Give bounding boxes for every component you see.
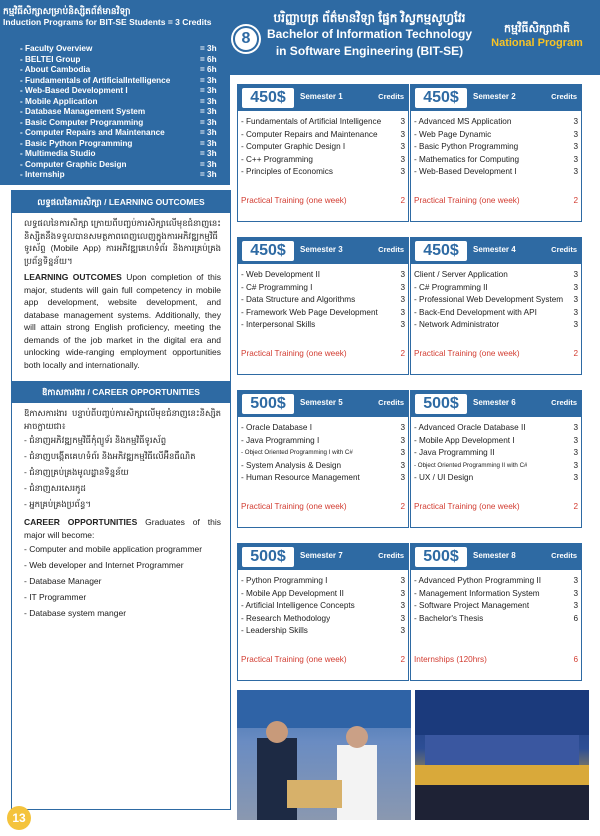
- induction-course-name: - Computer Graphic Design: [20, 159, 127, 169]
- subject-credits: 3: [573, 435, 578, 445]
- practical-training-row: [241, 502, 405, 511]
- training-credits: 2: [400, 196, 405, 205]
- subject-credits: 3: [400, 270, 405, 279]
- induction-course-row: [20, 97, 226, 108]
- subject-credits: 3: [400, 473, 405, 483]
- induction-course-row: [20, 118, 226, 129]
- subject-credits: 3: [573, 576, 578, 585]
- subject-credits: 3: [573, 601, 578, 611]
- subject-credits: 3: [400, 601, 405, 611]
- credits-header: Credits: [378, 551, 404, 560]
- subject-credits: 3: [573, 282, 578, 292]
- subject-credits: 3: [573, 295, 578, 305]
- subject-name: - Professional Web Development System: [414, 295, 564, 305]
- subject-credits: 3: [573, 117, 578, 126]
- subject-name: - C# Programming II: [414, 282, 488, 292]
- learning-outcomes-lead: LEARNING OUTCOMES: [24, 272, 122, 282]
- subject-credits: 3: [400, 588, 405, 598]
- induction-course-name: - Multimedia Studio: [20, 149, 96, 158]
- induction-course-row: [20, 44, 226, 55]
- induction-course-hours: = 6h: [200, 54, 217, 64]
- career-intro-text: Graduates of this major will become:: [24, 517, 221, 540]
- subject-name: - Mobile App Development II: [241, 588, 344, 598]
- training-credits: 2: [400, 502, 405, 511]
- subject-name: - Framework Web Page Development: [241, 307, 378, 317]
- semester-price: 500$: [242, 547, 294, 567]
- subject-row: [414, 472, 578, 485]
- subject-name: - Management Information System: [414, 588, 540, 598]
- induction-title-en: Induction Programs for BIT-SE Students = 3 Credits: [3, 17, 212, 27]
- career-kh-intro: ឱកាសការងារ បន្ទាប់ពីបញ្ចប់ការសិក្សាលើមុខជំនាញនេះនិស្សិតអាចក្លាយជា៖: [24, 408, 221, 431]
- subject-name: - Bachelor's Thesis: [414, 613, 484, 623]
- semester-price: 500$: [415, 547, 467, 567]
- practical-training-row: [414, 196, 578, 205]
- subject-credits: 6: [573, 613, 578, 623]
- subject-name: - Artificial Intelligence Concepts: [241, 601, 355, 611]
- subject-name: - Research Methodology: [241, 613, 331, 623]
- induction-title-kh: កម្មវិធីសិក្សាសម្រាប់និស្សិតព័ត៌មានវិទ្យា: [3, 6, 131, 16]
- program-title: [262, 10, 477, 60]
- subject-credits: 3: [400, 576, 405, 585]
- induction-course-row: [20, 160, 226, 171]
- credits-header: Credits: [378, 92, 404, 101]
- semester-name: Semester 8: [473, 551, 516, 560]
- subject-row: [414, 141, 578, 154]
- subject-credits: 3: [573, 460, 578, 470]
- induction-course-row: [20, 128, 226, 139]
- subject-row: [414, 129, 578, 142]
- induction-course-hours: = 3h: [200, 170, 217, 179]
- semester-box-6: [410, 390, 582, 528]
- induction-course-name: - Fundamentals of ArtificialIntelligence: [20, 75, 171, 85]
- semester-price: 500$: [242, 394, 294, 414]
- training-credits: 2: [573, 349, 578, 358]
- career-en-item: - IT Programmer: [24, 592, 87, 602]
- career-en-item: - Web developer and Internet Programmer: [24, 560, 184, 570]
- credits-header: Credits: [378, 245, 404, 254]
- credits-header: Credits: [551, 551, 577, 560]
- induction-course-hours: = 3h: [200, 96, 217, 106]
- subject-credits: 3: [573, 167, 578, 177]
- induction-course-row: [20, 86, 226, 97]
- credits-header: Credits: [551, 245, 577, 254]
- subject-row: [414, 447, 578, 460]
- subject-name: - Web-Based Development I: [414, 167, 517, 177]
- training-credits: 2: [573, 502, 578, 511]
- subject-row: [241, 307, 405, 320]
- induction-course-name: - BELTEI Group: [20, 54, 81, 64]
- subject-credits: 3: [400, 435, 405, 445]
- subject-name: - Back-End Development with API: [414, 307, 537, 317]
- subject-name: - Software Project Management: [414, 601, 530, 611]
- training-name: Practical Training (one week): [414, 502, 520, 511]
- semester-box-4: [410, 237, 582, 375]
- subject-credits: 3: [400, 154, 405, 164]
- subject-row: [241, 269, 405, 282]
- induction-course-row: [20, 55, 226, 66]
- semester-name: Semester 6: [473, 398, 516, 407]
- photo-strip: [237, 690, 589, 820]
- practical-training-row: [241, 196, 405, 205]
- subject-credits: 3: [400, 460, 405, 470]
- subject-credits: 3: [400, 423, 405, 432]
- semester-header: [238, 544, 408, 570]
- semester-header: [411, 238, 581, 264]
- semester-price: 450$: [242, 241, 294, 261]
- subject-row: [414, 294, 578, 307]
- subject-credits: 3: [400, 142, 405, 152]
- subject-row: [414, 422, 578, 435]
- induction-course-name: - Basic Python Programming: [20, 138, 133, 148]
- induction-course-hours: = 3h: [200, 75, 217, 85]
- subject-row: [241, 319, 405, 332]
- subject-row: [241, 282, 405, 295]
- subject-row: [241, 447, 405, 460]
- semester-header: [411, 544, 581, 570]
- subject-row: [241, 588, 405, 601]
- semester-name: Semester 5: [300, 398, 343, 407]
- subject-name: - Object Oriented Programming II with C#: [414, 461, 528, 469]
- subject-name: - Oracle Database I: [241, 423, 312, 432]
- induction-course-name: - Basic Computer Programming: [20, 117, 144, 127]
- induction-course-hours: = 3h: [200, 159, 217, 169]
- subject-credits: 3: [400, 613, 405, 623]
- subject-name: - Human Resource Management: [241, 473, 360, 483]
- induction-course-hours: = 3h: [200, 44, 217, 53]
- semester-box-7: [237, 543, 409, 681]
- subject-row: [414, 613, 578, 626]
- subject-name: - Basic Python Programming: [414, 142, 519, 152]
- national-program-en: National Program: [491, 37, 583, 49]
- subject-row: [241, 294, 405, 307]
- career-en-item: - Computer and mobile application programmer: [24, 544, 203, 554]
- career-en-list: [12, 541, 230, 621]
- subject-name: - Advanced Python Programming II: [414, 576, 541, 585]
- subject-name: - Advanced MS Application: [414, 117, 512, 126]
- induction-course-hours: = 3h: [200, 86, 217, 95]
- subject-name: - C# Programming I: [241, 282, 313, 292]
- semester-header: [238, 85, 408, 111]
- subject-row: [241, 600, 405, 613]
- program-number-badge: 8: [233, 26, 259, 52]
- graduation-photo-certificate: [237, 690, 411, 820]
- semester-box-8: [410, 543, 582, 681]
- subject-name: - Interpersonal Skills: [241, 320, 316, 330]
- subject-credits: 3: [573, 320, 578, 330]
- induction-course-name: - Faculty Overview: [20, 44, 93, 53]
- subject-row: [241, 460, 405, 473]
- subject-row: [414, 166, 578, 179]
- induction-course-row: [20, 139, 226, 150]
- career-en-item: - Database system manger: [24, 608, 127, 618]
- subject-name: - Java Programming II: [414, 448, 495, 458]
- semester-header: [411, 85, 581, 111]
- subject-name: - Principles of Economics: [241, 167, 333, 177]
- semester-box-3: [237, 237, 409, 375]
- practical-training-row: [241, 655, 405, 664]
- semester-price: 450$: [242, 88, 294, 108]
- subject-name: - Web Development II: [241, 270, 321, 279]
- training-name: Internships (120hrs): [414, 655, 487, 664]
- semester-name: Semester 3: [300, 245, 343, 254]
- career-kh-item: - ជំនាញគ្រប់គ្រងមូលដ្ឋានទិន្នន័យ: [24, 467, 129, 477]
- subject-credits: 3: [400, 295, 405, 305]
- program-title-kh: បរិញ្ញាបត្រ ព័ត៌មានវិទ្យា ផ្នែក វិស្វកម្មសូហ្វវែរ: [273, 11, 466, 25]
- subject-row: [241, 625, 405, 638]
- semester-box-1: [237, 84, 409, 222]
- learning-outcomes-en: [12, 267, 230, 371]
- subject-name: - Web Page Dynamic: [414, 129, 492, 139]
- subject-name: - Data Structure and Algorithms: [241, 295, 356, 305]
- training-credits: 2: [573, 196, 578, 205]
- career-kh-item: - ជំនាញសរសេរកូដ: [24, 483, 86, 493]
- subject-row: [241, 422, 405, 435]
- subject-name: - C++ Programming: [241, 154, 313, 164]
- subject-row: [414, 575, 578, 588]
- career-en-intro: [12, 512, 230, 541]
- induction-course-hours: = 3h: [200, 107, 217, 116]
- semester-name: Semester 1: [300, 92, 343, 101]
- semester-price: 500$: [415, 394, 467, 414]
- subject-credits: 3: [400, 282, 405, 292]
- subject-row: [414, 319, 578, 332]
- induction-course-hours: = 6h: [200, 65, 217, 74]
- induction-course-hours: = 3h: [200, 138, 217, 148]
- subject-credits: 3: [400, 320, 405, 330]
- national-program-label: [482, 22, 592, 50]
- subject-name: - Mobile App Development I: [414, 435, 515, 445]
- learning-outcomes-heading: លទ្ធផលនៃការសិក្សា / LEARNING OUTCOMES: [11, 191, 231, 213]
- left-panel: [11, 190, 231, 810]
- training-name: Practical Training (one week): [241, 502, 347, 511]
- learning-outcomes-kh: លទ្ធផលនៃការសិក្សា ក្រោយពីបញ្ចប់ការសិក្សាលើមុខជំនាញនេះនិស្សិតនឹងទទួលបានសមត្ថភាពពេញលេញក្នុងការអភិវឌ្ឍកម្មវិធីទូរស័ព្ទ (Mobile App) ការអភិវឌ្ឍគេហទំព័រ និងការគ្រប់គ្រងប្រព័ន្ធទិន្នន័យ។: [24, 218, 221, 266]
- practical-training-row: [414, 655, 578, 664]
- subject-row: [414, 307, 578, 320]
- subject-credits: 3: [573, 270, 578, 279]
- career-kh-item: - ជំនាញអភិវឌ្ឍកម្មវិធីកុំព្យូទ័រ និងកម្មវិធីទូរស័ព្ទ: [24, 435, 167, 445]
- subject-credits: 3: [400, 117, 405, 126]
- subject-row: [414, 116, 578, 129]
- practical-training-row: [414, 502, 578, 511]
- subject-credits: 3: [573, 154, 578, 164]
- subject-name: - System Analysis & Design: [241, 460, 342, 470]
- subject-row: [241, 575, 405, 588]
- induction-course-hours: = 3h: [200, 117, 217, 127]
- subject-credits: 3: [400, 626, 405, 636]
- induction-course-name: - Mobile Application: [20, 96, 98, 106]
- practical-training-row: [414, 349, 578, 358]
- career-lead: CAREER OPPORTUNITIES: [24, 517, 138, 527]
- subject-row: [241, 116, 405, 129]
- training-name: Practical Training (one week): [241, 655, 347, 664]
- semester-header: [238, 391, 408, 417]
- semester-price: 450$: [415, 88, 467, 108]
- career-kh-item: - អ្នកគ្រប់គ្រងប្រព័ន្ធ។: [24, 499, 91, 509]
- career-kh-list: [12, 432, 230, 512]
- subject-credits: 3: [400, 167, 405, 177]
- training-name: Practical Training (one week): [414, 196, 520, 205]
- subject-credits: 3: [573, 473, 578, 483]
- subject-credits: 3: [573, 588, 578, 598]
- induction-course-row: [20, 149, 226, 160]
- subject-name: - Mathematics for Computing: [414, 154, 520, 164]
- subject-row: [414, 435, 578, 448]
- subject-row: [414, 600, 578, 613]
- subject-credits: 3: [573, 307, 578, 317]
- career-kh-item: - ជំនាញបង្កើតគេហទំព័រ និងអភិវឌ្ឍកម្មវិធីលើអ៊ីនធឺណិត: [24, 451, 196, 461]
- page-number: 13: [7, 806, 31, 830]
- career-en-item: - Database Manager: [24, 576, 102, 586]
- national-program-kh: កម្មវិធីសិក្សាជាតិ: [504, 23, 570, 35]
- subject-credits: 3: [400, 448, 405, 458]
- program-title-en-1: Bachelor of Information Technology: [266, 27, 473, 41]
- subject-row: [241, 613, 405, 626]
- semester-name: Semester 7: [300, 551, 343, 560]
- subject-name: - Python Programming I: [241, 576, 328, 585]
- semester-box-5: [237, 390, 409, 528]
- subject-row: [241, 154, 405, 167]
- subject-row: [241, 472, 405, 485]
- subject-row: [241, 166, 405, 179]
- subject-row: [414, 588, 578, 601]
- practical-training-row: [241, 349, 405, 358]
- subject-name: - Java Programming I: [241, 435, 320, 445]
- induction-course-name: - Internship: [20, 170, 65, 179]
- semester-name: Semester 4: [473, 245, 516, 254]
- semester-header: [238, 238, 408, 264]
- induction-course-hours: = 3h: [200, 128, 217, 137]
- training-credits: 2: [400, 655, 405, 664]
- subject-row: [414, 269, 578, 282]
- subject-credits: 3: [573, 129, 578, 139]
- training-name: Practical Training (one week): [241, 196, 347, 205]
- subject-row: [414, 154, 578, 167]
- credits-header: Credits: [551, 398, 577, 407]
- subject-name: - Computer Repairs and Maintenance: [241, 129, 378, 139]
- induction-course-row: [20, 65, 226, 76]
- induction-course-row: [20, 170, 226, 181]
- subject-name: Client / Server Application: [414, 270, 508, 279]
- subject-name: - UX / UI Design: [414, 473, 474, 483]
- subject-credits: 3: [400, 129, 405, 139]
- subject-name: - Network Administrator: [414, 320, 500, 330]
- induction-course-name: - About Cambodia: [20, 65, 91, 74]
- subject-name: - Fundamentals of Artificial Intelligence: [241, 117, 382, 126]
- induction-course-name: - Computer Repairs and Maintenance: [20, 128, 165, 137]
- subject-row: [414, 460, 578, 473]
- semester-box-2: [410, 84, 582, 222]
- subject-credits: 3: [573, 448, 578, 458]
- learning-outcomes-text: Upon completion of this major, students will gain full competency in mobile app development, website development, and database management systems. Additionally, they will attain strong English proficiency, meeting the demands of the job market in the digital era and unlocking wide-ranging employment opportunities both locally and internationally.: [24, 272, 221, 370]
- subject-name: - Advanced Oracle Database II: [414, 423, 526, 432]
- training-credits: 6: [573, 655, 578, 664]
- graduation-ceremony-photo: [415, 690, 589, 820]
- subject-name: - Leadership Skills: [241, 626, 308, 636]
- subject-credits: 3: [573, 142, 578, 152]
- induction-course-row: [20, 76, 226, 87]
- subject-name: - Computer Graphic Design I: [241, 142, 346, 152]
- induction-course-name: - Database Management System: [20, 107, 146, 116]
- training-name: Practical Training (one week): [414, 349, 520, 358]
- credits-header: Credits: [551, 92, 577, 101]
- subject-credits: 3: [573, 423, 578, 432]
- induction-course-row: [20, 107, 226, 118]
- subject-row: [414, 282, 578, 295]
- training-name: Practical Training (one week): [241, 349, 347, 358]
- training-credits: 2: [400, 349, 405, 358]
- semester-name: Semester 2: [473, 92, 516, 101]
- subject-row: [241, 435, 405, 448]
- subject-row: [241, 141, 405, 154]
- subject-name: - Object Oriented Programming I with C#: [241, 449, 353, 457]
- semester-price: 450$: [415, 241, 467, 261]
- induction-course-list: [0, 40, 230, 185]
- induction-course-name: - Web-Based Development I: [20, 86, 128, 95]
- program-title-en-2: in Software Engineering (BIT-SE): [275, 44, 464, 58]
- induction-course-hours: = 3h: [200, 149, 217, 158]
- career-heading: ឱកាសការងារ / CAREER OPPORTUNITIES: [11, 381, 231, 403]
- subject-credits: 3: [400, 307, 405, 317]
- subject-row: [241, 129, 405, 142]
- semester-header: [411, 391, 581, 417]
- credits-header: Credits: [378, 398, 404, 407]
